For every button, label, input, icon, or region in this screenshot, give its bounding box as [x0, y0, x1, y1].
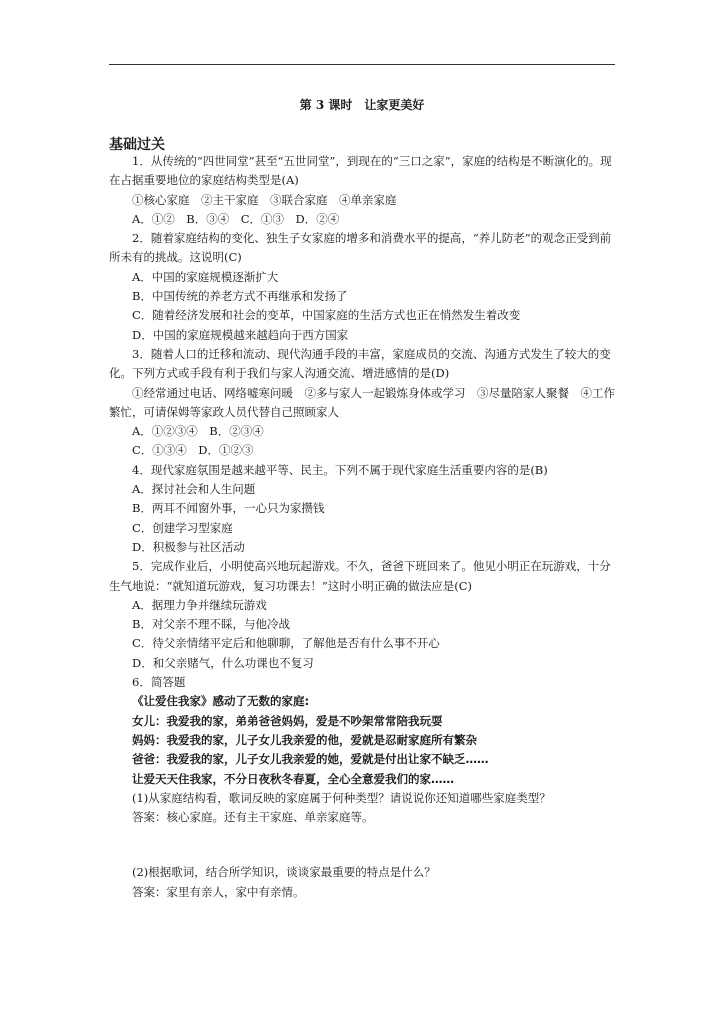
q1-options: A．①② B．③④ C．①③ D．②④: [132, 211, 340, 226]
q5-option-b: B．对父亲不理不睬，与他冷战: [132, 617, 290, 632]
page-title: 第 3 课时 让家更美好: [299, 98, 425, 112]
q6-sub1: (1)从家庭结构看，歌词反映的家庭属于何种类型？请说说你还知道哪些家庭类型？: [132, 790, 551, 805]
q1-stem: 1．从传统的“四世同堂”甚至“五世同堂”，到现在的“三口之家”，家庭的结构是不断演化的。现在占据重要地位的家庭结构类型是(A): [109, 154, 612, 188]
q5-option-c: C．待父亲情绪平定后和他聊聊，了解他是否有什么事不开心: [132, 636, 440, 651]
header-rule: [109, 64, 615, 65]
q4-option-c: C．创建学习型家庭: [132, 520, 233, 535]
q2-option-d: D．中国的家庭规模越来越趋向于西方国家: [132, 327, 349, 342]
q2-option-a: A．中国的家庭规模逐渐扩大: [132, 269, 279, 284]
q2-stem: 2．随着家庭结构的变化、独生子女家庭的增多和消费水平的提高，“养儿防老”的观念正受到前所未有的挑战。这说明(C): [109, 231, 612, 265]
lyric-line: 妈妈：我爱我的家，儿子女儿我亲爱的他，爱就是忍耐家庭所有繁杂: [132, 732, 477, 747]
q4-option-b: B．两耳不闻窗外事，一心只为家攒钱: [132, 501, 325, 516]
q6-answer1: 答案：核心家庭。还有主干家庭、单亲家庭等。: [132, 810, 374, 825]
q5-stem: 5．完成作业后，小明使高兴地玩起游戏。不久，爸爸下班回来了。他见小明正在玩游戏，十分生气地说：“就知道玩游戏，复习功课去！”这时小明正确的做法应是(C): [109, 559, 611, 593]
lyric-line: 女儿：我爱我的家，弟弟爸爸妈妈，爱是不吵架常常陪我玩耍: [132, 713, 443, 728]
q6-answer2: 答案：家里有亲人，家中有亲情。: [132, 884, 305, 899]
q4-option-a: A．探讨社会和人生问题: [132, 482, 256, 497]
q5-option-d: D．和父亲赌气，什么功课也不复习: [132, 655, 314, 670]
q4-option-d: D．积极参与社区活动: [132, 539, 245, 554]
q2-option-b: B．中国传统的养老方式不再继承和发扬了: [132, 289, 348, 304]
q2-option-c: C．随着经济发展和社会的变革，中国家庭的生活方式也正在悄然发生着改变: [132, 308, 521, 323]
section-title: 基础过关: [109, 137, 165, 153]
q1-items: ①核心家庭 ②主干家庭 ③联合家庭 ④单亲家庭: [132, 192, 397, 207]
q6-sub2: (2)根据歌词，结合所学知识，谈谈家最重要的特点是什么？: [132, 865, 436, 880]
lyric-line: 爸爸：我爱我的家，儿子女儿我亲爱的她，爱就是付出让家不缺乏……: [132, 752, 489, 767]
q3-options-2: C．①③④ D．①②③: [132, 443, 254, 458]
q3-options-1: A．①②③④ B．②③④: [132, 424, 264, 439]
lyric-line: 让爱天天住我家，不分日夜秋冬春夏，全心全意爱我们的家……: [132, 771, 454, 786]
answer-space: [109, 827, 617, 863]
q4-stem: 4．现代家庭氛围是越来越平等、民主。下列不属于现代家庭生活重要内容的是(B): [132, 462, 548, 477]
lyric-line: 《让爱住我家》感动了无数的家庭:: [132, 694, 310, 709]
q5-option-a: A．据理力争并继续玩游戏: [132, 597, 267, 612]
q6-title: 6．简答题: [132, 675, 186, 690]
q3-items: ①经常通过电话、网络嘘寒问暖 ②多与家人一起锻炼身体或学习 ③尽量陪家人聚餐 ④工作繁忙，可请保姆等家政人员代替自己照顾家人: [109, 385, 615, 419]
q3-stem: 3．随着人口的迁移和流动、现代沟通手段的丰富，家庭成员的交流、沟通方式发生了较大的变化。下列方式或手段有利于我们与家人沟通交流、增进感情的是(D): [109, 346, 611, 381]
document-body: [109, 152, 617, 902]
